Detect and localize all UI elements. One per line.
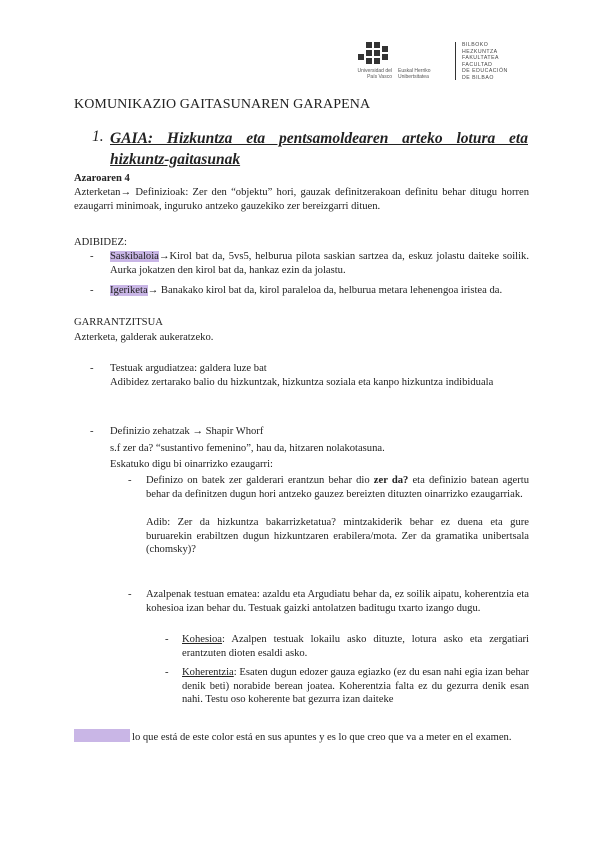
bullet: - [128,589,132,600]
example-term-highlighted: Saskibaloia [110,251,159,262]
section-number: 1. [92,128,104,145]
example-term-highlighted: Igeriketa [110,285,148,296]
legend-note: lo que está de este color está en sus apuntes y es lo que creo que va a meter en el examen. [132,732,512,743]
bullet: - [165,667,169,678]
bullet: - [90,285,94,296]
university-name-es: Universidad del País Vasco [357,68,392,80]
example-swimming: Igeriketa→ Banakako kirol bat da, kirol paraleloa da, helburua metara lehenengoa iristea da. [110,285,503,296]
examples-heading: ADIBIDEZ: [74,237,127,248]
important-text: Azterketa, galderak aukeratzeko. [74,332,214,343]
university-logo [352,40,532,86]
university-name-eu: Euskal Herriko Unibertsitatea [398,68,431,80]
coherence-item: Koherentzia: Esaten dugun edozer gauza egiazko (ez du esan nahi egia izan behar denik beti) norabide berean joatea. Koherentzia falta ez du gezurra denik esan nahi. Testu oso koherente bat gezurra izan daiteke [182,667,529,706]
intro-paragraph: Azterketan→ Definizioak: Zer den “objektu” hori, gauzak definitzerakoan definitu behar ditugu horren ezaugarri minimoak, inguruko antzeko gauzekiko zer bereizgarri dituen. [74,187,529,212]
definition-example: Adib: Zer da hizkuntza bakarrizketatua? mintzakiderik behar ez duena eta gure buruarekin erabiltzen dugun hizkuntzaren erabilera/mota. Zer da gramatika unibertsala (chomsky)? [146,517,529,556]
important-heading: GARRANTZITSUA [74,317,163,328]
date-heading: Azaroaren 4 [74,173,130,184]
bullet: - [128,475,132,486]
cohesion-item: Kohesioa: Azalpen testuak lokailu asko dituzte, lotura asko eta zergatiari erantzuten dioten esaldi asko. [182,634,529,659]
coherence-term: Koherentzia [182,667,234,678]
item1-text: Adibidez zertarako balio du hizkuntzak, hizkuntza soziala eta kanpo hizkuntza indibiduala [110,377,494,388]
logo-divider [455,42,456,80]
example-basketball: Saskibaloia→Kirol bat da, 5vs5, helburua pilota saskian sartzea da, eskuz jolastu daiteke soilik. Aurka jokatzen den kirol bat da, hankaz ezin da jolastu. [110,251,529,276]
explanation-subitem: Azalpenak testuan ematea: azaldu eta Argudiatu behar da, ez soilik aipatu, koherentzia eta kohesioa izan behar du. Testuak gaizki antolatzen baditugu txarto izango dugu. [146,589,529,614]
item2-line3: Eskatuko digu bi oinarrizko ezaugarri: [110,459,273,470]
item1-title: Testuak argudiatzea: galdera luze bat [110,363,267,374]
bullet: - [90,426,94,437]
item2-title: Definizio zehatzak → Shapir Whorf [110,426,264,437]
cohesion-term: Kohesioa [182,634,223,645]
bullet: - [165,634,169,645]
upv-ehu-emblem-icon [352,40,396,68]
bullet: - [90,363,94,374]
document-title: KOMUNIKAZIO GAITASUNAREN GARAPENA [74,97,371,112]
section-title: GAIA: Hizkuntza eta pentsamoldearen arteko lotura eta hizkuntz-gaitasunak [110,130,528,168]
definition-subitem: Definizo on batek zer galderari erantzun behar dio zer da? eta definizio batean agertu behar da definitzen dugun hori antzeko gauzez bereizten dituzten oinarrizko ezaugarriak. [146,475,529,500]
bullet: - [90,251,94,262]
faculty-name: BILBOKO HEZKUNTZA FAKULTATEA FACULTAD DE EDUCACIÓN DE BILBAO [462,42,508,81]
item2-line2: s.f zer da? “sustantivo femenino”, hau da, hitzaren nolakotasuna. [110,443,385,454]
